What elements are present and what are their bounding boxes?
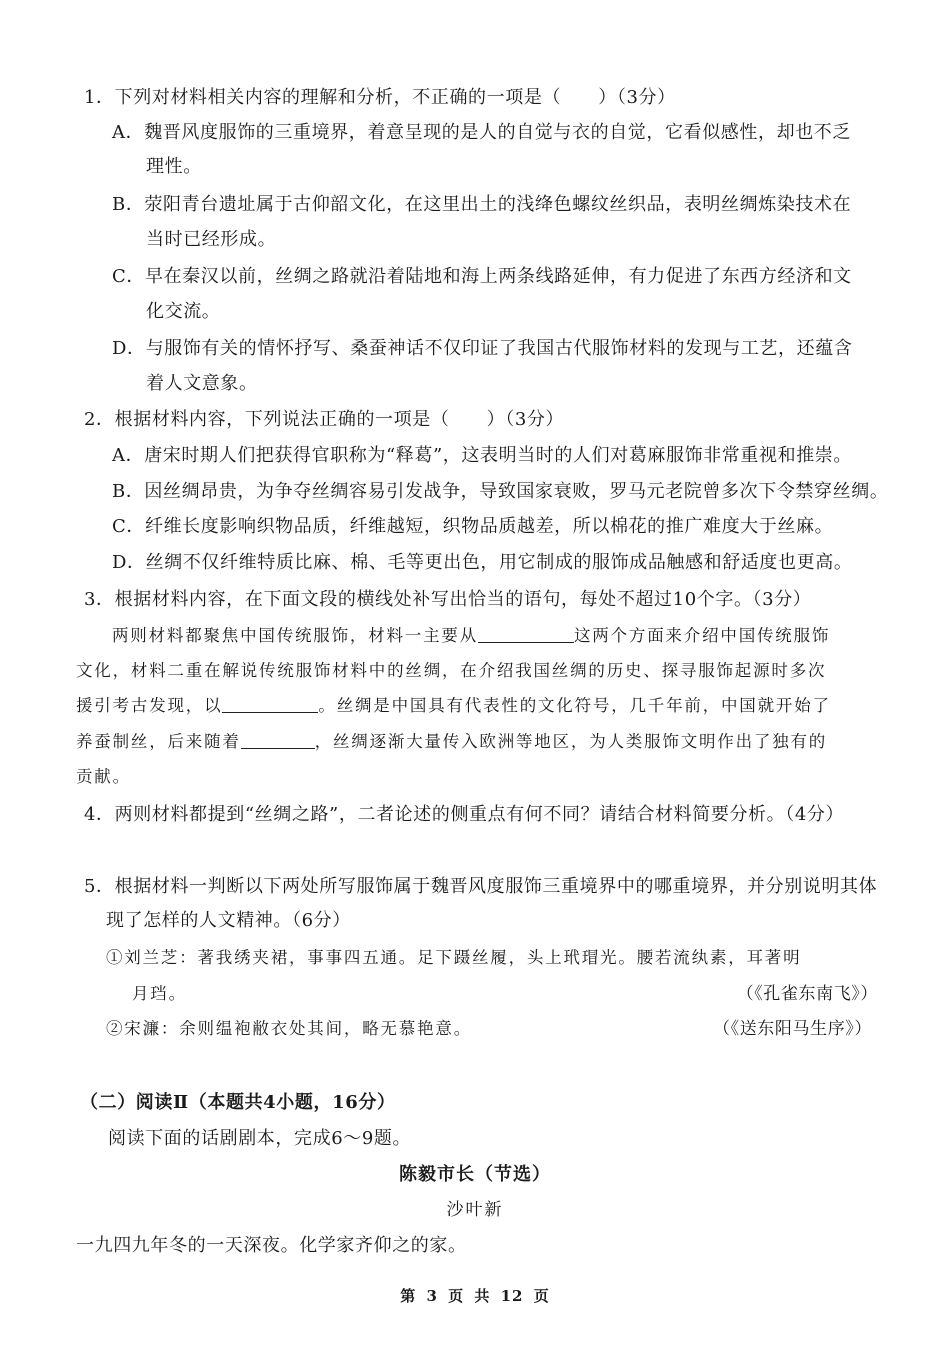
q2-option-d: D．丝绸不仅纤维特质比麻、棉、毛等更出色，用它制成的服饰成品触感和舒适度也更高。 [112,552,853,573]
q1-option-b-line1: B．荥阳青台遗址属于古仰韶文化，在这里出土的浅绛色螺纹丝织品，表明丝绸炼染技术在 [112,194,852,215]
q1-option-a-line1: A．魏晋风度服饰的三重境界，着意呈现的是人的自觉与衣的自觉，它看似感性，却也不乏 [112,122,851,143]
play-scene: 一九四九年冬的一天深夜。化学家齐仰之的家。 [76,1235,467,1256]
q5-item1-line2: 月珰。 [132,984,187,1003]
q3-blank-1[interactable] [478,624,574,643]
q3-text-3a: 援引考古发现，以 [76,696,223,715]
q3-blank-2[interactable] [222,694,318,713]
q3-text-4a: 养蚕制丝，后来随着 [76,732,241,751]
q5-item2: ②宋濂：余则缊袍敝衣处其间，略无慕艳意。 [106,1019,472,1038]
q5-stem-line2: 现了怎样的人文精神。（6分） [106,910,351,931]
q3-text-4b: ，丝绸逐渐大量传入欧洲等地区，为人类服饰文明作出了独有的 [314,732,828,751]
q5-item1-source: （《孔雀东南飞》） [736,984,878,1004]
q2-option-c: C．纤维长度影响织物品质，纤维越短，织物品质越差，所以棉花的推广难度大于丝麻。 [112,516,834,537]
q3-text-1b: 这两个方面来介绍中国传统服饰 [574,626,831,645]
q2-option-b: B．因丝绸昂贵，为争夺丝绸容易引发战争，导致国家衰败，罗马元老院曾多次下令禁穿丝绸。 [112,481,889,502]
q1-option-c-line1: C．早在秦汉以前，丝绸之路就沿着陆地和海上两条线路延伸，有力促进了东西方经济和文 [112,266,852,287]
section-intro: 阅读下面的话剧剧本，完成6～9题。 [108,1128,412,1149]
q1-stem: 1．下列对材料相关内容的理解和分析，不正确的一项是（ ）（3分） [84,87,676,108]
section-title: （二）阅读Ⅱ（本题共4小题，16分） [80,1092,396,1113]
q5-item2-source: （《送东阳马生序》） [713,1019,872,1039]
q1-option-b-line2: 当时已经形成。 [146,229,277,250]
q3-text-1a: 两则材料都聚焦中国传统服饰，材料一主要从 [112,626,478,645]
q1-option-d-line1: D．与服饰有关的情怀抒写、桑蚕神话不仅印证了我国古代服饰材料的发现与工艺，还蕴含 [112,338,853,359]
q3-text-3b: 。丝绸是中国具有代表性的文化符号，几千年前，中国就开始了 [318,696,831,715]
q1-option-c-line2: 化交流。 [146,301,221,322]
play-author: 沙叶新 [446,1200,504,1220]
q3-passage-line2: 文化，材料二重在解说传统服饰材料中的丝绸，在介绍我国丝绸的历史、探寻服饰起源时多次 [76,661,827,680]
q3-passage-line5: 贡献。 [76,767,131,786]
q3-passage-line3 [76,693,831,719]
play-title: 陈毅市长（节选） [399,1164,551,1185]
q3-passage-line1 [112,623,830,649]
q2-option-a: A．唐宋时期人们把获得官职称为“释葛”，这表明当时的人们对葛麻服饰非常重视和推崇。 [112,445,852,466]
q3-passage-line4 [76,729,827,755]
q2-stem: 2．根据材料内容，下列说法正确的一项是（ ）（3分） [84,409,565,430]
q1-option-d-line2: 着人文意象。 [146,373,258,394]
page-number: 第 3 页 共 12 页 [400,1287,550,1305]
q3-stem: 3．根据材料内容，在下面文段的横线处补写出恰当的语句，每处不超过10个字。（3分） [84,589,812,610]
q4-stem: 4．两则材料都提到“丝绸之路”，二者论述的侧重点有何不同？请结合材料简要分析。（4分） [84,804,845,825]
q1-option-a-line2: 理性。 [146,156,202,177]
q5-item1-line1: ①刘兰芝：著我绣夹裙，事事四五通。足下蹑丝履，头上玳瑁光。腰若流纨素，耳著明 [106,948,802,967]
q5-stem-line1: 5．根据材料一判断以下两处所写服饰属于魏晋风度服饰三重境界中的哪重境界，并分别说明其体 [84,876,878,897]
q3-blank-3[interactable] [241,730,315,749]
